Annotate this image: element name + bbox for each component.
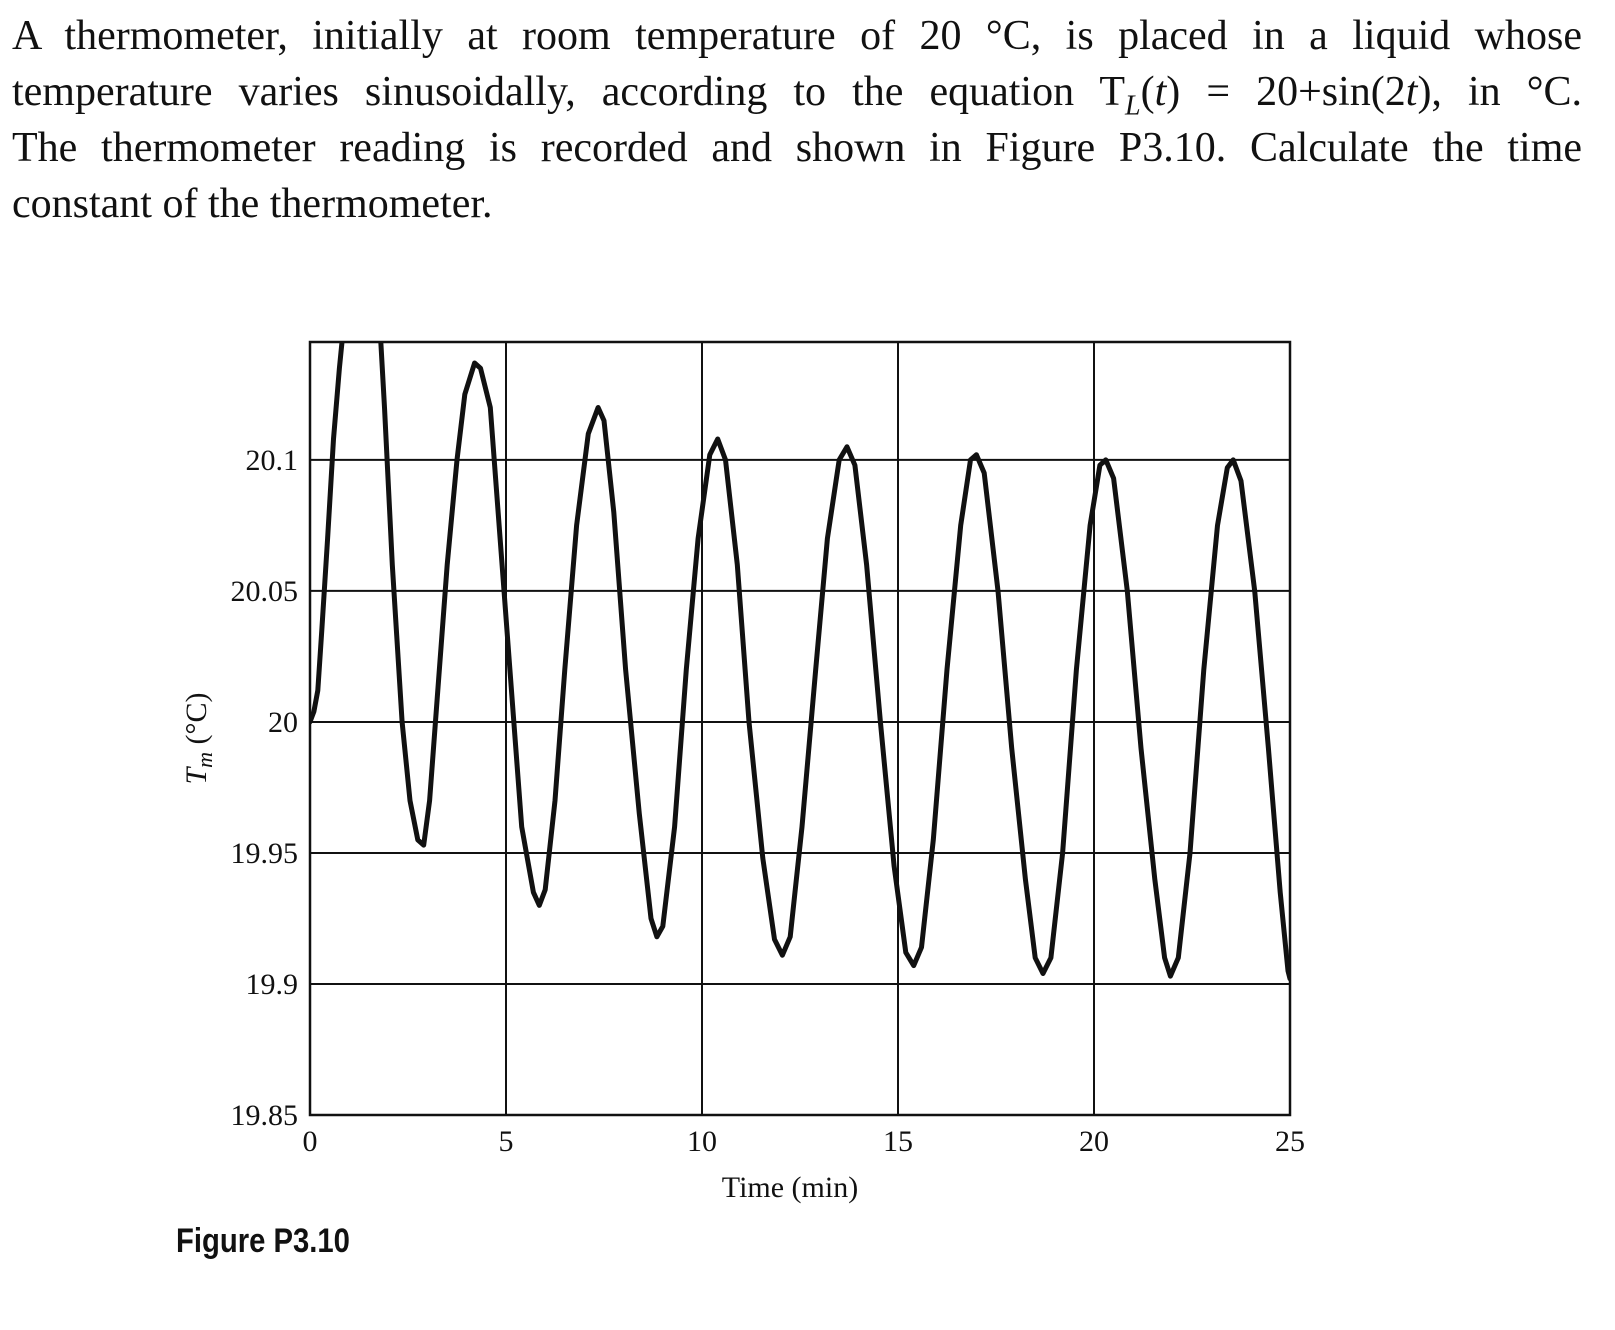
- problem-line-1: A thermometer, initially at room temperature of 20 °C, is placed in a liquid whose: [12, 13, 1582, 59]
- figure-caption: Figure P3.10: [176, 1222, 350, 1260]
- x-tick-label: 20: [1079, 1125, 1109, 1158]
- y-axis-label-sub: m: [192, 751, 217, 768]
- problem-line-3: The thermometer reading is recorded and shown in Figure P3.10. Calculate the time: [12, 125, 1582, 171]
- series-line-thermometer-reading: [310, 303, 1290, 979]
- equation-end: ), in °C.: [1417, 69, 1583, 115]
- equation-variable-t2: t: [1405, 69, 1418, 115]
- y-tick-label: 19.9: [245, 967, 298, 1001]
- equation-middle: ) = 20+sin(2: [1166, 69, 1406, 115]
- y-axis-label-main: T: [180, 767, 213, 785]
- y-tick-label: 19.95: [230, 836, 298, 870]
- series-layer: [310, 303, 1290, 979]
- y-axis-label-unit: (°C): [180, 692, 213, 752]
- y-axis-label: [180, 692, 217, 784]
- x-tick-label: 5: [498, 1125, 514, 1158]
- y-tick-label: 20.05: [230, 574, 298, 608]
- y-tick-label: 19.85: [230, 1099, 298, 1132]
- x-tick-label: 15: [883, 1125, 913, 1158]
- x-tick-label: 25: [1275, 1125, 1305, 1158]
- x-tick-label: 10: [687, 1125, 717, 1158]
- equation-subscript: L: [1125, 90, 1141, 122]
- equation-paren-open: (: [1140, 69, 1155, 115]
- x-axis-label: Time (min): [721, 1171, 859, 1204]
- y-tick-label: 20.1: [245, 443, 298, 477]
- x-tick-label: 0: [302, 1125, 318, 1158]
- problem-line-4: constant of the thermometer.: [12, 181, 493, 227]
- equation-variable-t: t: [1154, 69, 1167, 115]
- problem-line-2-text: temperature varies sinusoidally, according to the equation T: [12, 69, 1126, 115]
- y-tick-label: 20: [268, 705, 298, 739]
